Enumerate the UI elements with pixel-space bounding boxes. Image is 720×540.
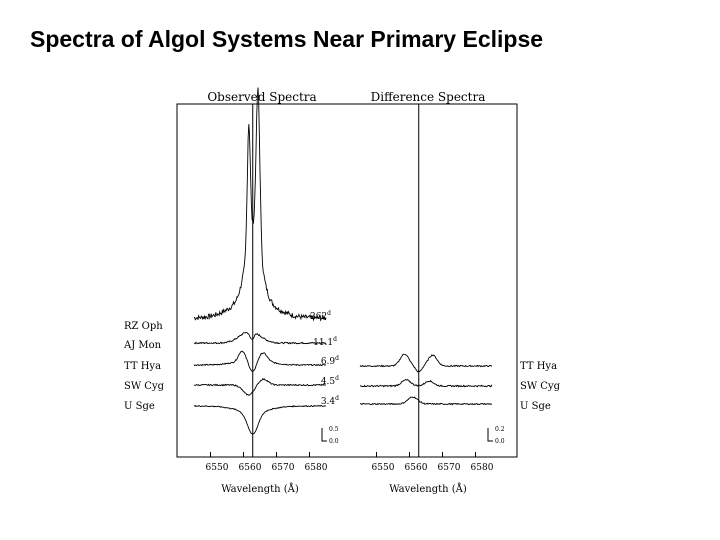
period-label: 4.5$^d$ xyxy=(320,375,339,387)
x-tick-label: 6570 xyxy=(271,463,295,473)
x-tick-label: 6550 xyxy=(371,463,395,473)
x-axis-label-difference: Wavelength (Å) xyxy=(389,484,467,495)
star-label-left: SW Cyg xyxy=(124,381,165,392)
scale-bar-label: 0.2 xyxy=(495,426,505,433)
panel-title-difference: Difference Spectra xyxy=(370,90,486,104)
scale-bar-label: 0.5 xyxy=(329,426,339,433)
chart-marks xyxy=(194,88,492,458)
x-tick-label: 6560 xyxy=(238,463,262,473)
star-label-left: TT Hya xyxy=(124,361,162,372)
panel-title-observed: Observed Spectra xyxy=(207,90,317,104)
star-label-left: AJ Mon xyxy=(124,340,162,351)
observed-spectrum-sw-cyg xyxy=(194,379,326,396)
observed-spectrum-aj-mon xyxy=(194,332,326,343)
difference-spectrum-u-sge xyxy=(360,397,492,405)
period-label: 11.1$^d$ xyxy=(313,336,337,348)
scale-bar-label: 0.0 xyxy=(495,438,505,445)
period-label: 6.9$^d$ xyxy=(320,355,339,367)
scale-bar xyxy=(488,428,493,441)
x-tick-label: 6580 xyxy=(470,463,494,473)
observed-spectrum-u-sge xyxy=(194,406,326,435)
star-label-right: SW Cyg xyxy=(520,381,561,392)
scale-bar-label: 0.0 xyxy=(329,438,339,445)
x-tick-label: 6580 xyxy=(304,463,328,473)
slide-title: Spectra of Algol Systems Near Primary Eclipse xyxy=(30,26,544,52)
observed-spectrum-rz-oph xyxy=(194,88,326,321)
x-tick-label: 6550 xyxy=(205,463,229,473)
scale-bar xyxy=(322,428,327,441)
star-label-left: U Sge xyxy=(124,401,155,412)
observed-spectrum-tt-hya xyxy=(194,351,326,371)
x-axis-label-observed: Wavelength (Å) xyxy=(221,484,299,495)
star-label-right: U Sge xyxy=(520,401,551,412)
period-label: 262$^d$ xyxy=(309,310,331,322)
period-label: 3.4$^d$ xyxy=(320,395,339,407)
x-tick-label: 6570 xyxy=(437,463,461,473)
star-label-left: RZ Oph xyxy=(124,321,163,332)
difference-spectrum-tt-hya xyxy=(360,354,492,372)
x-tick-label: 6560 xyxy=(404,463,428,473)
difference-spectrum-sw-cyg xyxy=(360,380,492,387)
star-label-right: TT Hya xyxy=(520,361,558,372)
